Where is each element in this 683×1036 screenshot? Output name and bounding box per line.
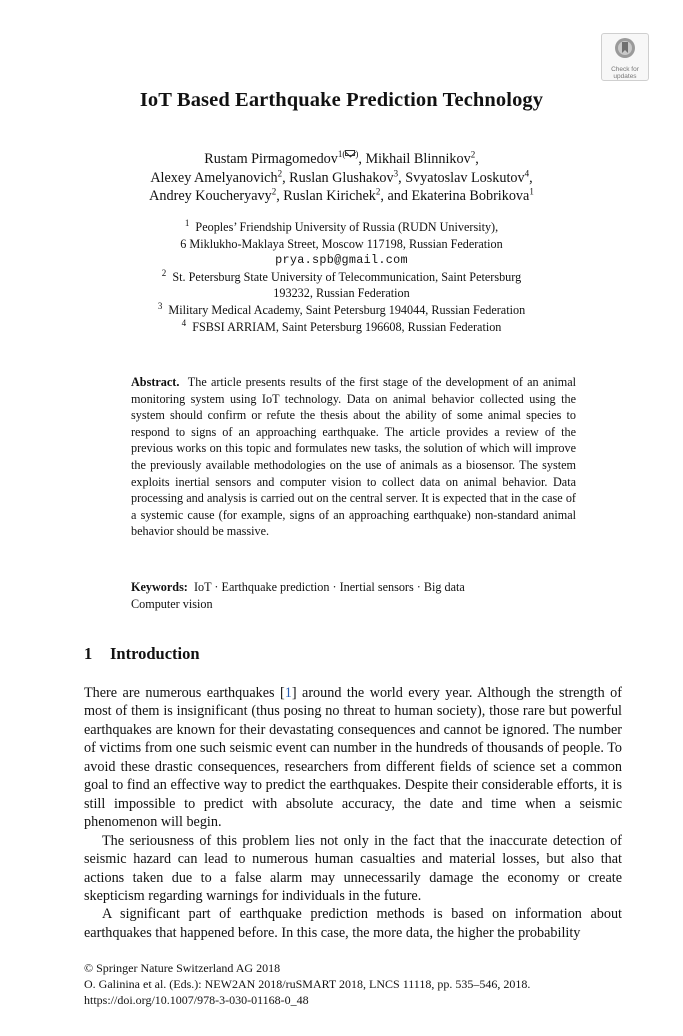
citation-link[interactable]: 1 (284, 685, 292, 701)
author-line: Alexey Amelyanovich$^2$, Ruslan Glushakov$^3$, Svyatoslav Loskutov$^4$, (150, 167, 533, 186)
paragraph: A significant part of earthquake prediction methods is based on information about earthquakes that happened before. In this case, the more data, the higher the probability (84, 906, 622, 941)
affiliation: $^1$ Peoples’ Friendship University of Russia (RUDN University), (184, 217, 499, 234)
keywords-line: IoT · Earthquake prediction · Inertial sensors · Big data (193, 580, 465, 594)
body-text (84, 684, 622, 942)
paragraph: There are numerous earthquakes [1] around the world every year. Although the strength of most of them is insignificant (thus posing no threat to human society), those rare but powerful earthquakes are known for their devastating consequences and cannot be ignored. The number of victims from one such seismic event can number in the hundreds of thousands of people. To avoid these drastic consequences, researchers from different fields of science set a common goal to find an effective way to predict the earthquakes. Despite their considerable efforts, it is still impossible to predict with absolute accuracy, the date and time when a seismic phenomenon will begin. (84, 685, 622, 831)
abstract-text: The article presents results of the first stage of the development of an animal monitoring system using IoT technology. Data on animal behavior collected using the system should confirm or refute the thesis about the ability of some animal species to respond to signs of an approaching earthquake. The article provides a review of the previous works on this topic and formulates new tasks, the solution of which will improve the previously available methodologies on the use of animals as a biosensor. The system exploits inertial sensors and computer vision to collect data on animal behavior. Data processing and analysis is carried out on the central server. It is expected that in the case of a systemic cause (for example, signs of an approaching earthquake) non-standard animal behavior should be massive. (131, 375, 576, 539)
affiliation: $^4$ FSBSI ARRIAM, Saint Petersburg 196608, Russian Federation (181, 317, 502, 334)
copyright-footer (84, 961, 530, 1008)
author-list (0, 150, 683, 206)
section-number: 1 (84, 644, 93, 663)
affiliation-address: 193232, Russian Federation (273, 286, 410, 301)
keywords-label: Keywords: (131, 580, 188, 594)
paper-title: IoT Based Earthquake Prediction Technology (139, 89, 544, 111)
bookmark-icon (614, 37, 636, 61)
section-heading (84, 644, 200, 664)
author-email[interactable]: prya.spb@gmail.com (275, 253, 408, 268)
affiliation: $^2$ St. Petersburg State University of Telecommunication, Saint Petersburg (161, 267, 522, 284)
affiliation-address: 6 Miklukho-Maklaya Street, Moscow 117198, Russian Federation (180, 236, 503, 251)
copyright-line: © Springer Nature Switzerland AG 2018 (84, 961, 281, 975)
envelope-icon[interactable] (345, 150, 355, 156)
abstract (131, 374, 576, 540)
author-line: Andrey Koucheryavy$^2$, Ruslan Kirichek$^2$, and Ekaterina Bobrikova$^1$ (149, 186, 534, 204)
affiliation: $^3$ Military Medical Academy, Saint Petersburg 194044, Russian Federation (157, 300, 526, 317)
section-title: Introduction (110, 644, 200, 663)
abstract-label: Abstract. (131, 375, 180, 389)
keywords-line: Computer vision (131, 596, 213, 611)
check-for-updates-label: Check for updates (611, 66, 639, 80)
doi-link[interactable]: https://doi.org/10.1007/978-3-030-01168-0_48 (84, 992, 309, 1007)
check-for-updates-badge[interactable] (601, 33, 649, 81)
author-line: Rustam Pirmagomedov$^{1( )}$, Mikhail Blinnikov$^2$, (204, 149, 479, 167)
citation-line: O. Galinina et al. (Eds.): NEW2AN 2018/ruSMART 2018, LNCS 11118, pp. 535–546, 2018. (84, 976, 531, 991)
paragraph: The seriousness of this problem lies not only in the fact that the inaccurate detection of seismic hazard can lead to numerous human casualties and material losses, but also that actions taken due to a false alarm may unnecessarily damage the economy or create skepticism regarding warnings for individuals in the future. (84, 832, 622, 904)
affiliation-list (0, 219, 683, 335)
keywords (131, 579, 576, 612)
